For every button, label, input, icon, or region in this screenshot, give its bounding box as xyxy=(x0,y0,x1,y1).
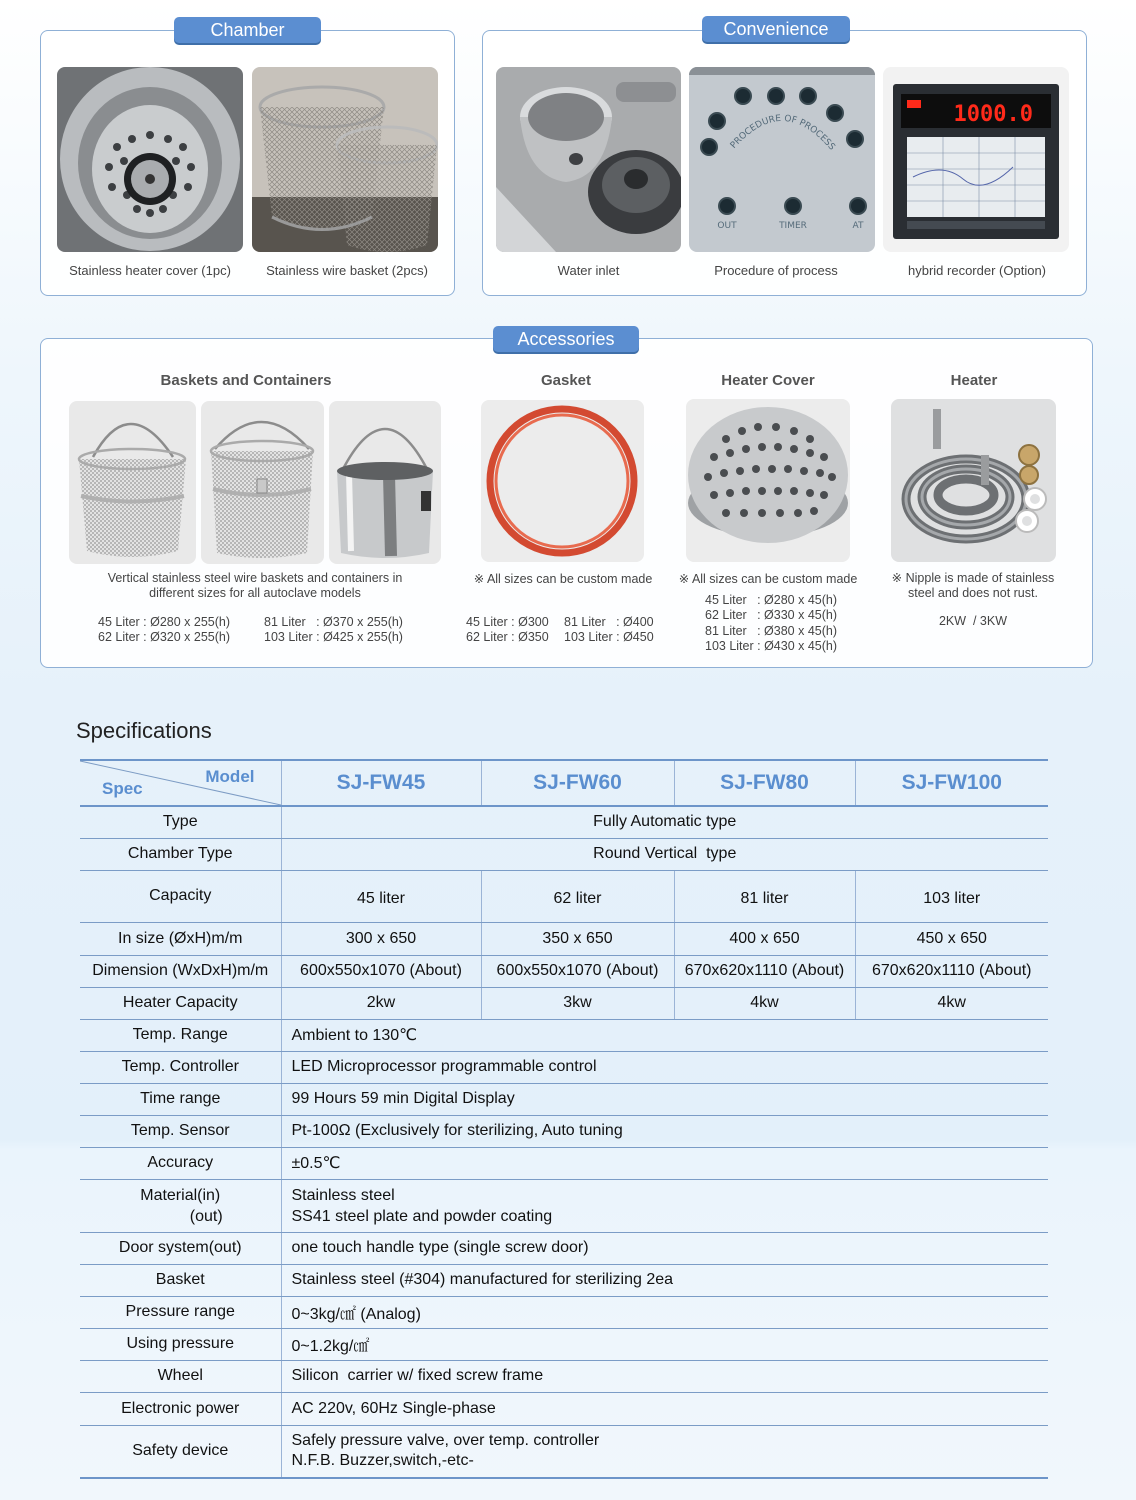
spec-label: Capacity xyxy=(80,870,281,922)
hybrid-recorder-photo xyxy=(883,67,1069,252)
spec-value: Stainless steel (#304) manufactured for sterilizing 2ea xyxy=(281,1264,1048,1296)
wire-basket-caption: Stainless wire basket (2pcs) xyxy=(266,263,428,278)
spec-value: 4kw xyxy=(855,987,1048,1019)
heater-cover-size-45: 45 Liter : Ø280 x 45(h) xyxy=(705,593,838,607)
procedure-arc-label: PROCEDURE OF PROCESS xyxy=(728,113,837,153)
spec-row-basket xyxy=(80,1264,1048,1296)
spec-value: Pt-100Ω (Exclusively for sterilizing, Auto tuning xyxy=(281,1115,1048,1147)
basket-photo-1 xyxy=(69,401,196,564)
spec-label: Chamber Type xyxy=(80,838,281,870)
heater-cover-accessory-photo xyxy=(686,399,850,562)
spec-value: ±0.5℃ xyxy=(281,1147,1048,1179)
baskets-size-62: 62 Liter : Ø320 x 255(h) xyxy=(98,630,231,644)
gasket-size-62: 62 Liter : Ø350 xyxy=(466,630,549,644)
heater-cover-size-103: 103 Liter : Ø430 x 45(h) xyxy=(705,639,838,653)
heater-cover-size-62: 62 Liter : Ø330 x 45(h) xyxy=(705,608,838,622)
at-label: AT xyxy=(852,221,864,231)
spec-value: one touch handle type (single screw door) xyxy=(281,1232,1048,1264)
safety-device-value-2: N.F.B. Buzzer,switch,-etc- xyxy=(291,1452,474,1470)
spec-corner-cell xyxy=(80,760,281,806)
spec-value: 4kw xyxy=(674,987,855,1019)
spec-label: Heater Capacity xyxy=(80,987,281,1019)
spec-value: 2kw xyxy=(281,987,481,1019)
gasket-photo xyxy=(481,400,644,562)
gasket-size-81: 81 Liter : Ø400 xyxy=(564,615,654,629)
model-header: SJ-FW100 xyxy=(855,760,1048,806)
spec-label: Safety device xyxy=(80,1425,281,1478)
spec-value xyxy=(281,1179,1048,1232)
spec-row-temp-controller xyxy=(80,1051,1048,1083)
heater-photo xyxy=(891,399,1056,562)
heater-note-2: steel and does not rust. xyxy=(908,586,1038,600)
gasket-heading: Gasket xyxy=(540,372,592,389)
spec-label: Dimension (WxDxH)m/m xyxy=(80,955,281,987)
spec-value: 103 liter xyxy=(855,870,1048,922)
spec-value: 670x620x1110 (About) xyxy=(855,955,1048,987)
spec-value: 350 x 650 xyxy=(481,922,674,955)
spec-value: 99 Hours 59 min Digital Display xyxy=(281,1083,1048,1115)
spec-value: LED Microprocessor programmable control xyxy=(281,1051,1048,1083)
spec-row-heater-capacity xyxy=(80,987,1048,1019)
baskets-heading: Baskets and Containers xyxy=(160,372,332,389)
spec-value: Silicon carrier w/ fixed screw frame xyxy=(281,1360,1048,1392)
spec-value: 62 liter xyxy=(481,870,674,922)
timer-label: TIMER xyxy=(779,221,807,231)
convenience-title: Convenience xyxy=(702,16,850,42)
spec-row-type xyxy=(80,806,1048,838)
water-inlet-caption: Water inlet xyxy=(557,263,620,278)
spec-value: 300 x 650 xyxy=(281,922,481,955)
gasket-note: ※ All sizes can be custom made xyxy=(473,572,653,586)
material-out-label: (out) xyxy=(189,1207,223,1225)
gasket-size-45: 45 Liter : Ø300 xyxy=(466,615,549,629)
heater-cover-caption: Stainless heater cover (1pc) xyxy=(69,263,231,278)
heater-cover-heading: Heater Cover xyxy=(721,372,815,389)
basket-photo-2 xyxy=(201,401,324,564)
spec-row-door-system xyxy=(80,1232,1048,1264)
spec-value: AC 220v, 60Hz Single-phase xyxy=(281,1392,1048,1425)
spec-value: 600x550x1070 (About) xyxy=(481,955,674,987)
procedure-caption: Procedure of process xyxy=(714,263,838,278)
spec-label xyxy=(80,1179,281,1232)
baskets-desc-1: Vertical stainless steel wire baskets and containers in xyxy=(107,571,403,585)
spec-value: 450 x 650 xyxy=(855,922,1048,955)
recorder-display: 1000.0 xyxy=(953,102,1033,127)
corner-model-label: Model xyxy=(205,767,255,786)
material-in-label: Material(in) xyxy=(140,1186,221,1204)
baskets-size-45: 45 Liter : Ø280 x 255(h) xyxy=(98,615,231,629)
spec-row-capacity xyxy=(80,870,1048,922)
material-in-value: Stainless steel xyxy=(291,1186,395,1204)
spec-value: 45 liter xyxy=(281,870,481,922)
spec-row-using-pressure xyxy=(80,1328,1048,1360)
spec-row-dimension xyxy=(80,955,1048,987)
spec-row-time-range xyxy=(80,1083,1048,1115)
corner-spec-label: Spec xyxy=(102,779,143,798)
specifications-title: Specifications xyxy=(76,718,212,743)
spec-label: Temp. Range xyxy=(80,1019,281,1051)
spec-label: Pressure range xyxy=(80,1296,281,1328)
container-photo xyxy=(329,401,441,564)
specifications-table xyxy=(80,759,1048,1479)
spec-row-temp-sensor xyxy=(80,1115,1048,1147)
spec-label: Basket xyxy=(80,1264,281,1296)
chamber-title: Chamber xyxy=(174,17,321,43)
heater-note-1: ※ Nipple is made of stainless xyxy=(891,571,1055,585)
spec-label: Electronic power xyxy=(80,1392,281,1425)
spec-row-in-size xyxy=(80,922,1048,955)
spec-row-temp-range xyxy=(80,1019,1048,1051)
spec-value xyxy=(281,1425,1048,1478)
spec-value: Ambient to 130℃ xyxy=(281,1019,1048,1051)
spec-value: Round Vertical type xyxy=(281,838,1048,870)
heater-cover-note: ※ All sizes can be custom made xyxy=(678,572,858,586)
spec-value: 0~3kg/㎠ (Analog) xyxy=(281,1296,1048,1328)
procedure-panel-photo xyxy=(689,67,875,252)
spec-label: Temp. Sensor xyxy=(80,1115,281,1147)
spec-value: 81 liter xyxy=(674,870,855,922)
spec-row-safety-device xyxy=(80,1425,1048,1478)
spec-label: Wheel xyxy=(80,1360,281,1392)
spec-row-accuracy xyxy=(80,1147,1048,1179)
spec-label: In size (ØxH)m/m xyxy=(80,922,281,955)
baskets-desc-2: different sizes for all autoclave models xyxy=(149,586,361,600)
heater-cover-photo xyxy=(57,67,243,252)
spec-value: 3kw xyxy=(481,987,674,1019)
material-out-value: SS41 steel plate and powder coating xyxy=(291,1207,553,1225)
model-header: SJ-FW60 xyxy=(481,760,674,806)
baskets-size-81: 81 Liter : Ø370 x 255(h) xyxy=(264,615,403,629)
spec-value: 670x620x1110 (About) xyxy=(674,955,855,987)
hybrid-recorder-caption: hybrid recorder (Option) xyxy=(908,263,1046,278)
baskets-size-103: 103 Liter : Ø425 x 255(h) xyxy=(264,630,403,644)
spec-row-electronic-power xyxy=(80,1392,1048,1425)
spec-row-pressure-range xyxy=(80,1296,1048,1328)
spec-value: 600x550x1070 (About) xyxy=(281,955,481,987)
spec-label: Type xyxy=(80,806,281,838)
model-header: SJ-FW45 xyxy=(281,760,481,806)
spec-row-material xyxy=(80,1179,1048,1232)
wire-basket-photo xyxy=(252,67,438,252)
safety-device-value-1: Safely pressure valve, over temp. controller xyxy=(291,1432,600,1450)
heater-heading: Heater xyxy=(950,372,998,389)
accessories-title: Accessories xyxy=(493,326,639,352)
gasket-size-103: 103 Liter : Ø450 xyxy=(564,630,654,644)
spec-row-chamber-type xyxy=(80,838,1048,870)
heater-cover-size-81: 81 Liter : Ø380 x 45(h) xyxy=(705,624,838,638)
out-label: OUT xyxy=(717,221,737,231)
heater-power: 2KW / 3KW xyxy=(938,614,1008,628)
spec-label: Door system(out) xyxy=(80,1232,281,1264)
spec-value: 0~1.2kg/㎠ xyxy=(281,1328,1048,1360)
spec-header-row xyxy=(80,760,1048,806)
spec-label: Temp. Controller xyxy=(80,1051,281,1083)
spec-value: Fully Automatic type xyxy=(281,806,1048,838)
spec-row-wheel xyxy=(80,1360,1048,1392)
model-header: SJ-FW80 xyxy=(674,760,855,806)
water-inlet-photo xyxy=(496,67,681,252)
spec-label: Accuracy xyxy=(80,1147,281,1179)
spec-label: Time range xyxy=(80,1083,281,1115)
spec-label: Using pressure xyxy=(80,1328,281,1360)
spec-value: 400 x 650 xyxy=(674,922,855,955)
